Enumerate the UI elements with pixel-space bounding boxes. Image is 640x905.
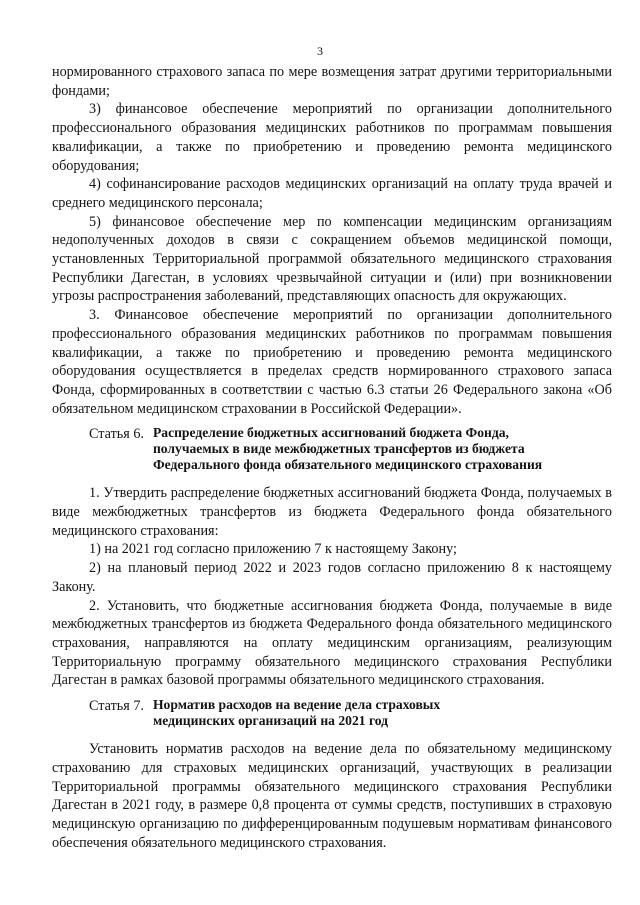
paragraph: 5) финансовое обеспечение мер по компенсации медицинским организациям недополученных доходов в связи с сокращением объемов медицинской помощи, установленных Территориальной программой обязательного медицинского страхования Республики Дагестан, в условиях чрезвычайной ситуации и (или) при возникновении угрозы распространения заболеваний, представляющих опасность для окружающих. xyxy=(52,213,612,305)
paragraph: 3. Финансовое обеспечение мероприятий по организации дополнительного профессионального образования медицинских работников по программам повышения квалификации, а также по приобретению и проведению ремонта медицинского оборудования осуществляется в пределах средств нормированного страхового запаса Фонда, сформированных в соответствии с частью 6.3 статьи 26 Федерального закона «Об обязательном медицинском страховании в Российской Федерации». xyxy=(52,307,612,417)
article-6-heading xyxy=(89,425,612,473)
article-title xyxy=(153,425,542,473)
paragraph: 1. Утвердить распределение бюджетных ассигнований бюджета Фонда, получаемых в виде межбюджетных трансфертов из бюджета Федерального фонда обязательного медицинского страхования: xyxy=(52,485,612,539)
page-number: 3 xyxy=(317,44,323,58)
paragraph: 3) финансовое обеспечение мероприятий по организации дополнительного профессионального образования медицинских работников по программам повышения квалификации, а также по приобретению и проведению ремонта медицинского оборудования; xyxy=(52,101,612,174)
paragraph: 2) на плановый период 2022 и 2023 годов согласно приложению 8 к настоящему Закону. xyxy=(52,560,612,595)
document-body xyxy=(52,63,612,852)
article-title-line: Распределение бюджетных ассигнований бюджета Фонда, xyxy=(152,425,509,441)
article-number: Статья 6. xyxy=(89,426,144,443)
article-number: Статья 7. xyxy=(89,698,144,715)
article-title-line: медицинских организаций на 2021 год xyxy=(152,713,389,729)
article-title xyxy=(153,697,440,729)
paragraph: 4) софинансирование расходов медицинских организаций на оплату труда врачей и среднего медицинского персонала; xyxy=(52,176,612,211)
article-title-line: получаемых в виде межбюджетных трансфертов из бюджета xyxy=(152,441,525,457)
article-title-line: Норматив расходов на ведение дела страховых xyxy=(152,697,441,713)
article-title-line: Федерального фонда обязательного медицинского страхования xyxy=(152,457,543,473)
article-7-heading xyxy=(89,697,612,729)
paragraph: Установить норматив расходов на ведение дела по обязательному медицинскому страхованию для страховых медицинских организаций, участвующих в реализации Территориальной программы обязательного медицинского страхования Республики Дагестан в 2021 году, в размере 0,8 процента от суммы средств, поступивших в страховую медицинскую организацию по дифференцированным подушевым нормативам финансового обеспечения обязательного медицинского страхования. xyxy=(52,741,612,851)
paragraph: нормированного страхового запаса по мере возмещения затрат другими территориальными фондами; xyxy=(52,64,612,99)
paragraph: 1) на 2021 год согласно приложению 7 к настоящему Закону; xyxy=(89,541,457,558)
paragraph: 2. Установить, что бюджетные ассигнования бюджета Фонда, получаемые в виде межбюджетных трансфертов из бюджета Федерального фонда обязательного медицинского страхования, направляются на оплату медицинским организациям, реализующим Территориальную программу обязательного медицинского страхования Республики Дагестан в рамках базовой программы обязательного медицинского страхования. xyxy=(52,597,612,689)
